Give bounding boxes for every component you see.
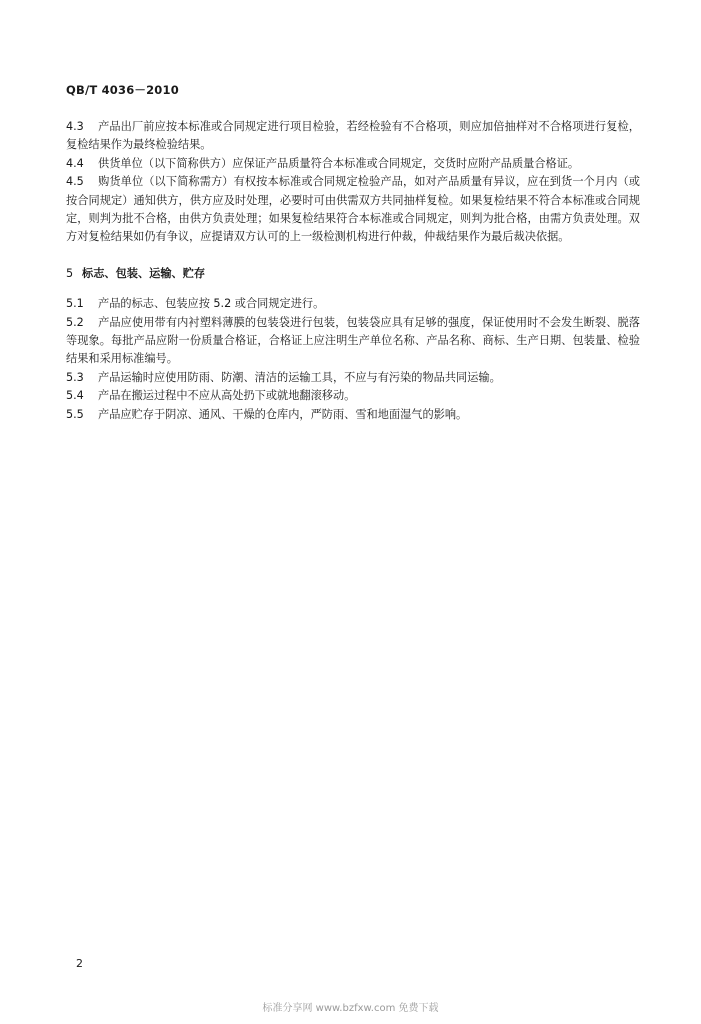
- clause-number: 4.4: [66, 156, 84, 170]
- clause-text: 供货单位（以下简称供方）应保证产品质量符合本标准或合同规定，交货时应附产品质量合格证。: [98, 156, 580, 170]
- clause-5-3: [66, 369, 640, 387]
- clause-5-1: [66, 295, 640, 313]
- clause-5-5: [66, 406, 640, 424]
- section-number: 5: [66, 266, 74, 280]
- clause-5-2: [66, 314, 640, 369]
- clause-5-4: [66, 387, 640, 405]
- clause-text: 产品在搬运过程中不应从高处扔下或就地翻滚移动。: [98, 389, 356, 403]
- document-body: [66, 118, 640, 424]
- clause-number: 5.3: [66, 370, 84, 384]
- standard-code: QB/T 4036－2010: [66, 83, 179, 97]
- section-title: 标志、包装、运输、贮存: [82, 266, 206, 280]
- page-number: 2: [76, 957, 83, 970]
- watermark-text: 标准分享网 www.bzfxw.com 免费下载: [262, 1003, 439, 1014]
- clause-number: 5.1: [66, 297, 84, 311]
- clause-text: 产品出厂前应按本标准或合同规定进行项目检验，若经检验有不合格项，则应加倍抽样对不合格项进行复检，复检结果作为最终检验结果。: [66, 120, 640, 152]
- clause-text: 产品运输时应使用防雨、防潮、清洁的运输工具，不应与有污染的物品共同运输。: [98, 370, 501, 384]
- clause-text: 购货单位（以下简称需方）有权按本标准或合同规定检验产品，如对产品质量有异议，应在到货一个月内（或按合同规定）通知供方，供方应及时处理，必要时可由供需双方共同抽样复检。如果复检结果不符合本标准或合同规定，则判为批不合格，由供方负责处理；如果复检结果符合本标准或合同规定，则判为批合格，由需方负责处理。双方对复检结果如仍有争议，应提请双方认可的上一级检测机构进行仲裁，仲裁结果作为最后裁决依据。: [66, 175, 640, 244]
- clause-number: 5.5: [66, 407, 84, 421]
- clause-4-5: [66, 173, 640, 247]
- clause-number: 4.5: [66, 175, 84, 189]
- clause-number: 4.3: [66, 120, 84, 133]
- clause-4-4: [66, 155, 640, 173]
- clause-text: 产品应贮存于阴凉、通风、干燥的仓库内，严防雨、雪和地面湿气的影响。: [98, 407, 468, 421]
- section-5-heading: [66, 265, 640, 283]
- clause-text: 产品的标志、包装应按 5.2 或合同规定进行。: [98, 297, 325, 311]
- clause-number: 5.4: [66, 389, 84, 403]
- clause-text: 产品应使用带有内衬塑料薄膜的包装袋进行包装，包装袋应具有足够的强度，保证使用时不会发生断裂、脱落等现象。每批产品应附一份质量合格证，合格证上应注明生产单位名称、产品名称、商标、生产日期、包装量、检验结果和采用标准编号。: [66, 315, 640, 366]
- clause-4-3: [66, 118, 640, 155]
- clause-number: 5.2: [66, 315, 84, 329]
